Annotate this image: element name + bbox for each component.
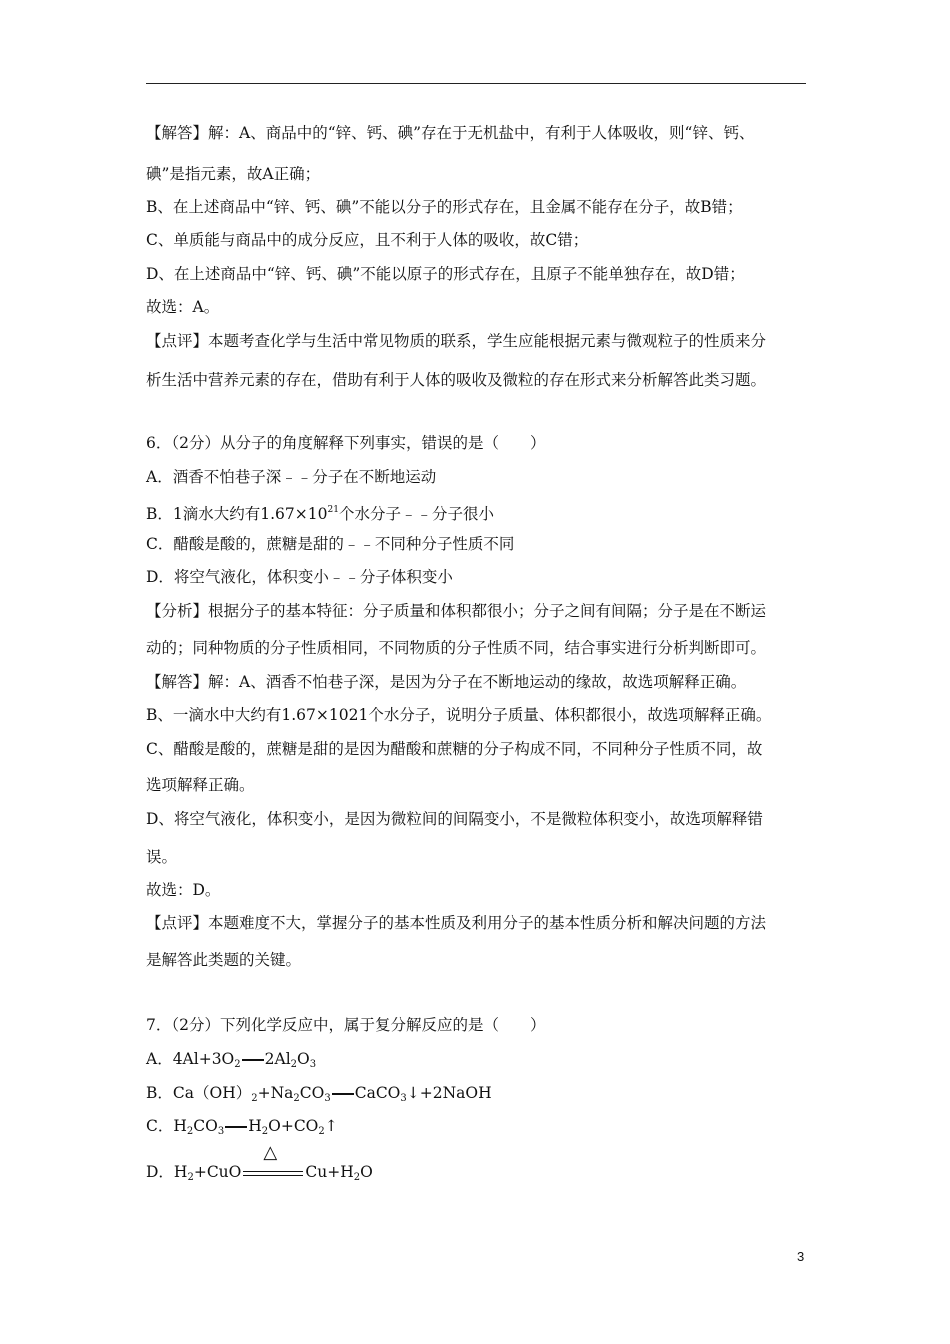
heat-triangle-icon: △ (263, 1142, 278, 1163)
answer-line: 【解答】解：A、酒香不怕巷子深，是因为分子在不断地运动的缘故，故选项解释正确。 (146, 673, 747, 691)
equals-bar (242, 1059, 264, 1061)
page-number: 3 (797, 1249, 805, 1264)
header-rule (146, 83, 806, 84)
comment-line: 析生活中营养元素的存在，借助有利于人体的吸收及微粒的存在形式来分析解答此类习题。 (146, 371, 767, 389)
question-6-stem: 6．（2分）从分子的角度解释下列事实，错误的是（ ） (146, 434, 546, 452)
question-6-option-c: C．醋酸是酸的，蔗糖是甜的﹣﹣不同种分子性质不同 (146, 535, 515, 553)
answer-line: 误。 (146, 848, 178, 866)
question-7-stem: 7．（2分）下列化学反应中，属于复分解反应的是（ ） (146, 1016, 546, 1034)
comment-line: 是解答此类题的关键。 (146, 951, 302, 969)
answer-line: D、在上述商品中“锌、钙、碘”不能以原子的形式存在，且原子不能单独存在，故D错； (146, 265, 745, 283)
answer-line: B、一滴水中大约有1.67×1021个水分子，说明分子质量、体积都很小，故选项解释正确。 (146, 706, 772, 724)
answer-line: B、在上述商品中“锌、钙、碘”不能以分子的形式存在，且金属不能存在分子，故B错； (146, 198, 743, 216)
question-6-option-d: D．将空气液化，体积变小﹣﹣分子体积变小 (146, 568, 453, 586)
question-7-option-b: B．$Ca(OH)_2+Na_2CO_3$ CaCO$_3$↓+2NaOH (146, 1084, 492, 1104)
answer-line: C、醋酸是酸的，蔗糖是甜的是因为醋酸和蔗糖的分子构成不同，不同种分子性质不同，故 (146, 740, 763, 758)
equals-bar (225, 1126, 247, 1128)
equals-bar (332, 1093, 354, 1095)
answer-line: 选项解释正确。 (146, 776, 255, 794)
comment-line: 【点评】本题考查化学与生活中常见物质的联系，学生应能根据元素与微观粒子的性质来分 (146, 332, 767, 350)
answer-line: 碘”是指元素，故A正确； (146, 165, 321, 183)
question-7-option-d: D．$H_2+CuO$ △ $Cu+H_2O$ (146, 1142, 373, 1183)
heat-condition-arrow (241, 1142, 305, 1183)
answer-line: 故选：A。 (146, 298, 220, 316)
question-7-option-a: A．$4Al+3O_2$ $2Al_2O_3$ (146, 1050, 317, 1070)
question-6-option-b: B．1滴水大约有$1.67\times 10^{21}$个水分子﹣﹣分子很小 (146, 505, 494, 523)
question-6-option-a: A．酒香不怕巷子深﹣﹣分子在不断地运动 (146, 468, 437, 486)
analysis-line: 【分析】根据分子的基本特征：分子质量和体积都很小；分子之间有间隔；分子是在不断运 (146, 602, 767, 620)
comment-line: 【点评】本题难度不大，掌握分子的基本性质及利用分子的基本性质分析和解决问题的方法 (146, 914, 767, 932)
analysis-line: 动的；同种物质的分子性质相同，不同物质的分子性质不同，结合事实进行分析判断即可。 (146, 639, 767, 657)
answer-line: D、将空气液化，体积变小，是因为微粒间的间隔变小，不是微粒体积变小，故选项解释错 (146, 810, 763, 828)
answer-line: 故选：D。 (146, 881, 221, 899)
answer-line: 【解答】解：A、商品中的“锌、钙、碘”存在于无机盐中，有利于人体吸收，则“锌、钙、 (146, 124, 755, 142)
answer-line: C、单质能与商品中的成分反应，且不利于人体的吸收，故C错； (146, 231, 589, 249)
question-7-option-c: C．$H_2CO_3$ $H_2O+CO_2↑$ (146, 1117, 338, 1137)
